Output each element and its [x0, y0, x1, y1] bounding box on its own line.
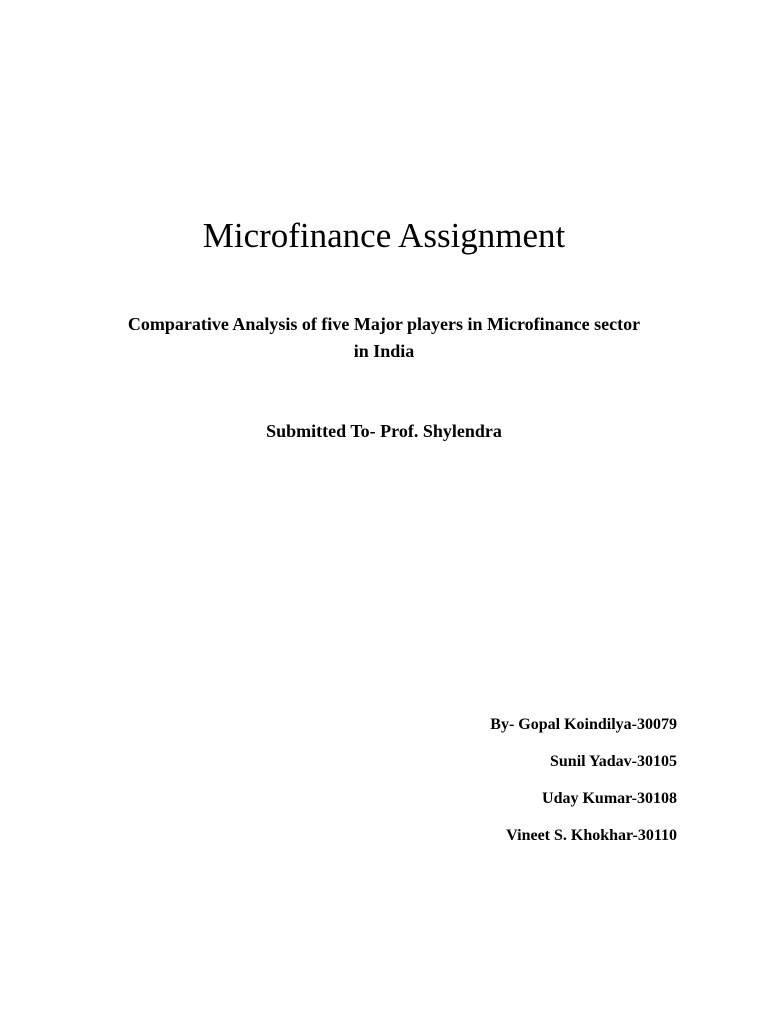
submitted-to: Submitted To- Prof. Shylendra [266, 421, 502, 441]
document-subtitle [84, 311, 684, 365]
subtitle-line-2: in India [353, 341, 415, 361]
author-list [490, 714, 677, 862]
document-title: Microfinance Assignment [202, 216, 566, 255]
subtitle-line-1: Comparative Analysis of five Major players in Microfinance sector [127, 314, 641, 334]
author-entry: Sunil Yadav-30105 [550, 753, 677, 770]
author-entry: Vineet S. Khokhar-30110 [506, 827, 677, 844]
author-entry: By- Gopal Koindilya-30079 [490, 716, 677, 733]
author-entry: Uday Kumar-30108 [542, 790, 677, 807]
